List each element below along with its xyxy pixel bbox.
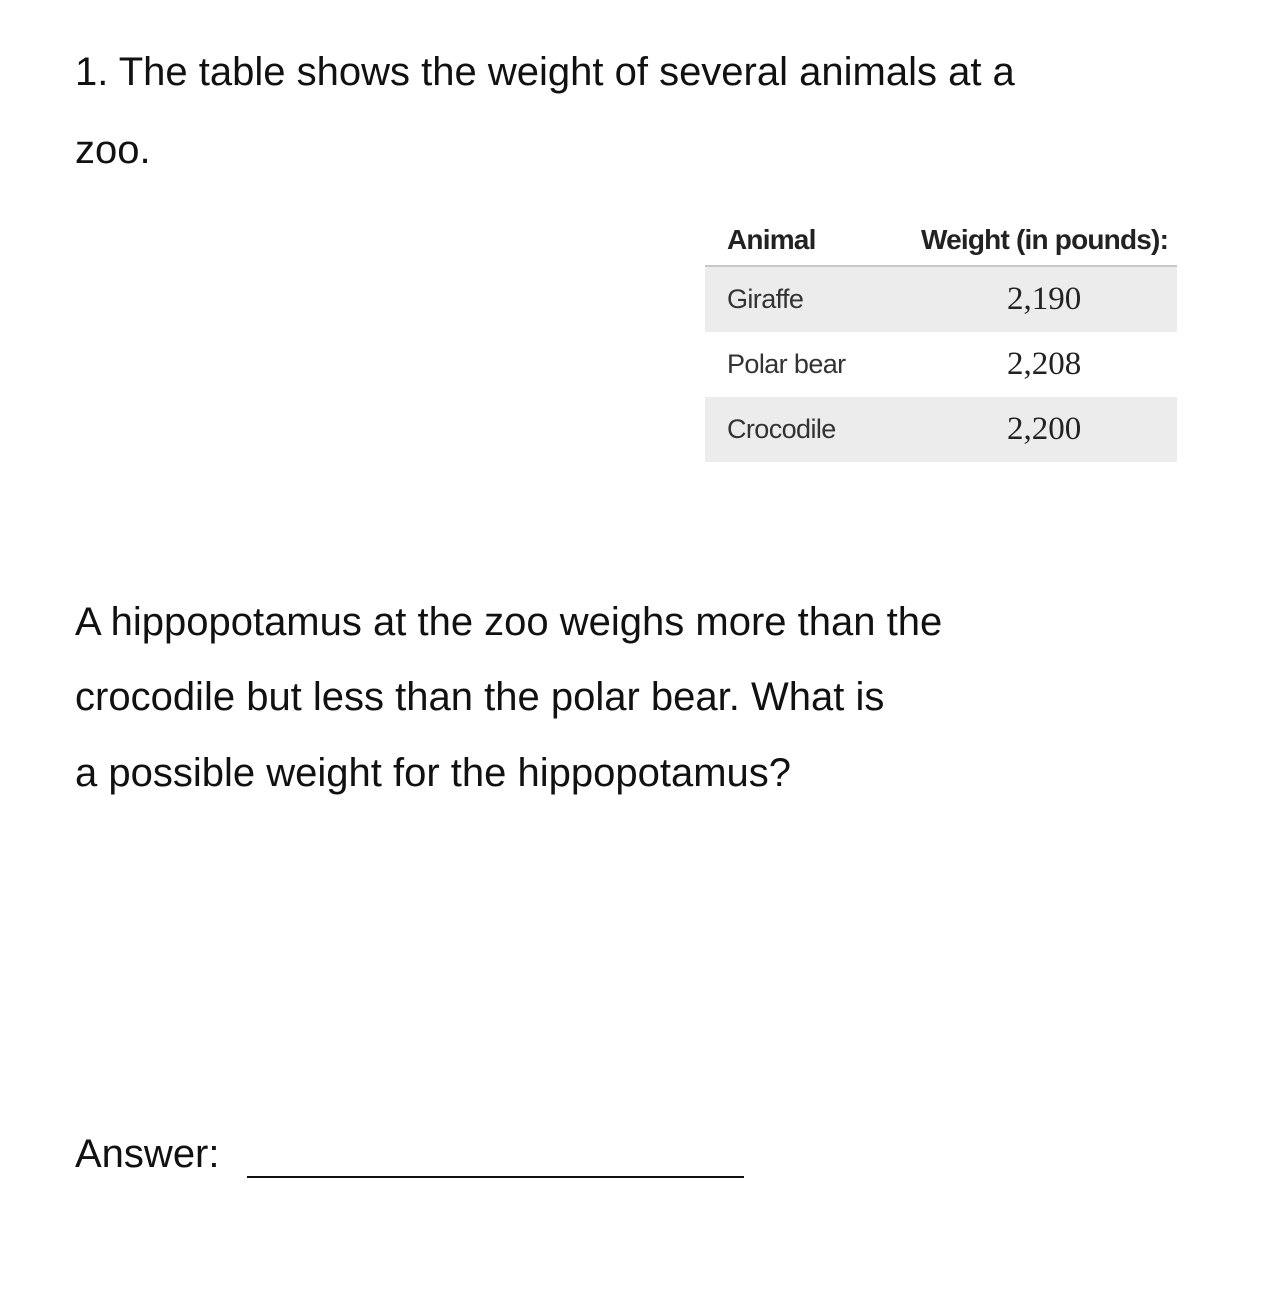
table-header-row [705,215,1177,266]
answer-blank-line[interactable] [247,1176,744,1178]
animal-weight-table [705,215,1177,462]
prompt-text-line-3: a possible weight for the hippopotamus? [75,751,792,795]
cell-animal-polar-bear: Polar bear [727,349,846,379]
cell-animal-crocodile: Crocodile [705,397,899,462]
cell-weight-crocodile: 2,200 [899,397,1177,462]
answer-label: Answer: [75,1132,220,1176]
header-animal: Animal [705,215,899,266]
prompt-text-line-1: A hippopotamus at the zoo weighs more than the [75,600,943,644]
table-row [705,332,1177,397]
question-text-line-1: 1. The table shows the weight of several animals at a [75,50,1015,94]
table-row [705,266,1177,332]
cell-weight-polar-bear: 2,208 [1007,346,1082,382]
header-weight: Weight (in pounds): [899,215,1177,266]
cell-animal-giraffe: Giraffe [705,266,899,332]
question-text-line-2: zoo. [75,128,151,172]
cell-weight-giraffe: 2,190 [899,266,1177,332]
table-row [705,397,1177,462]
prompt-text-line-2: crocodile but less than the polar bear. What is [75,675,885,719]
